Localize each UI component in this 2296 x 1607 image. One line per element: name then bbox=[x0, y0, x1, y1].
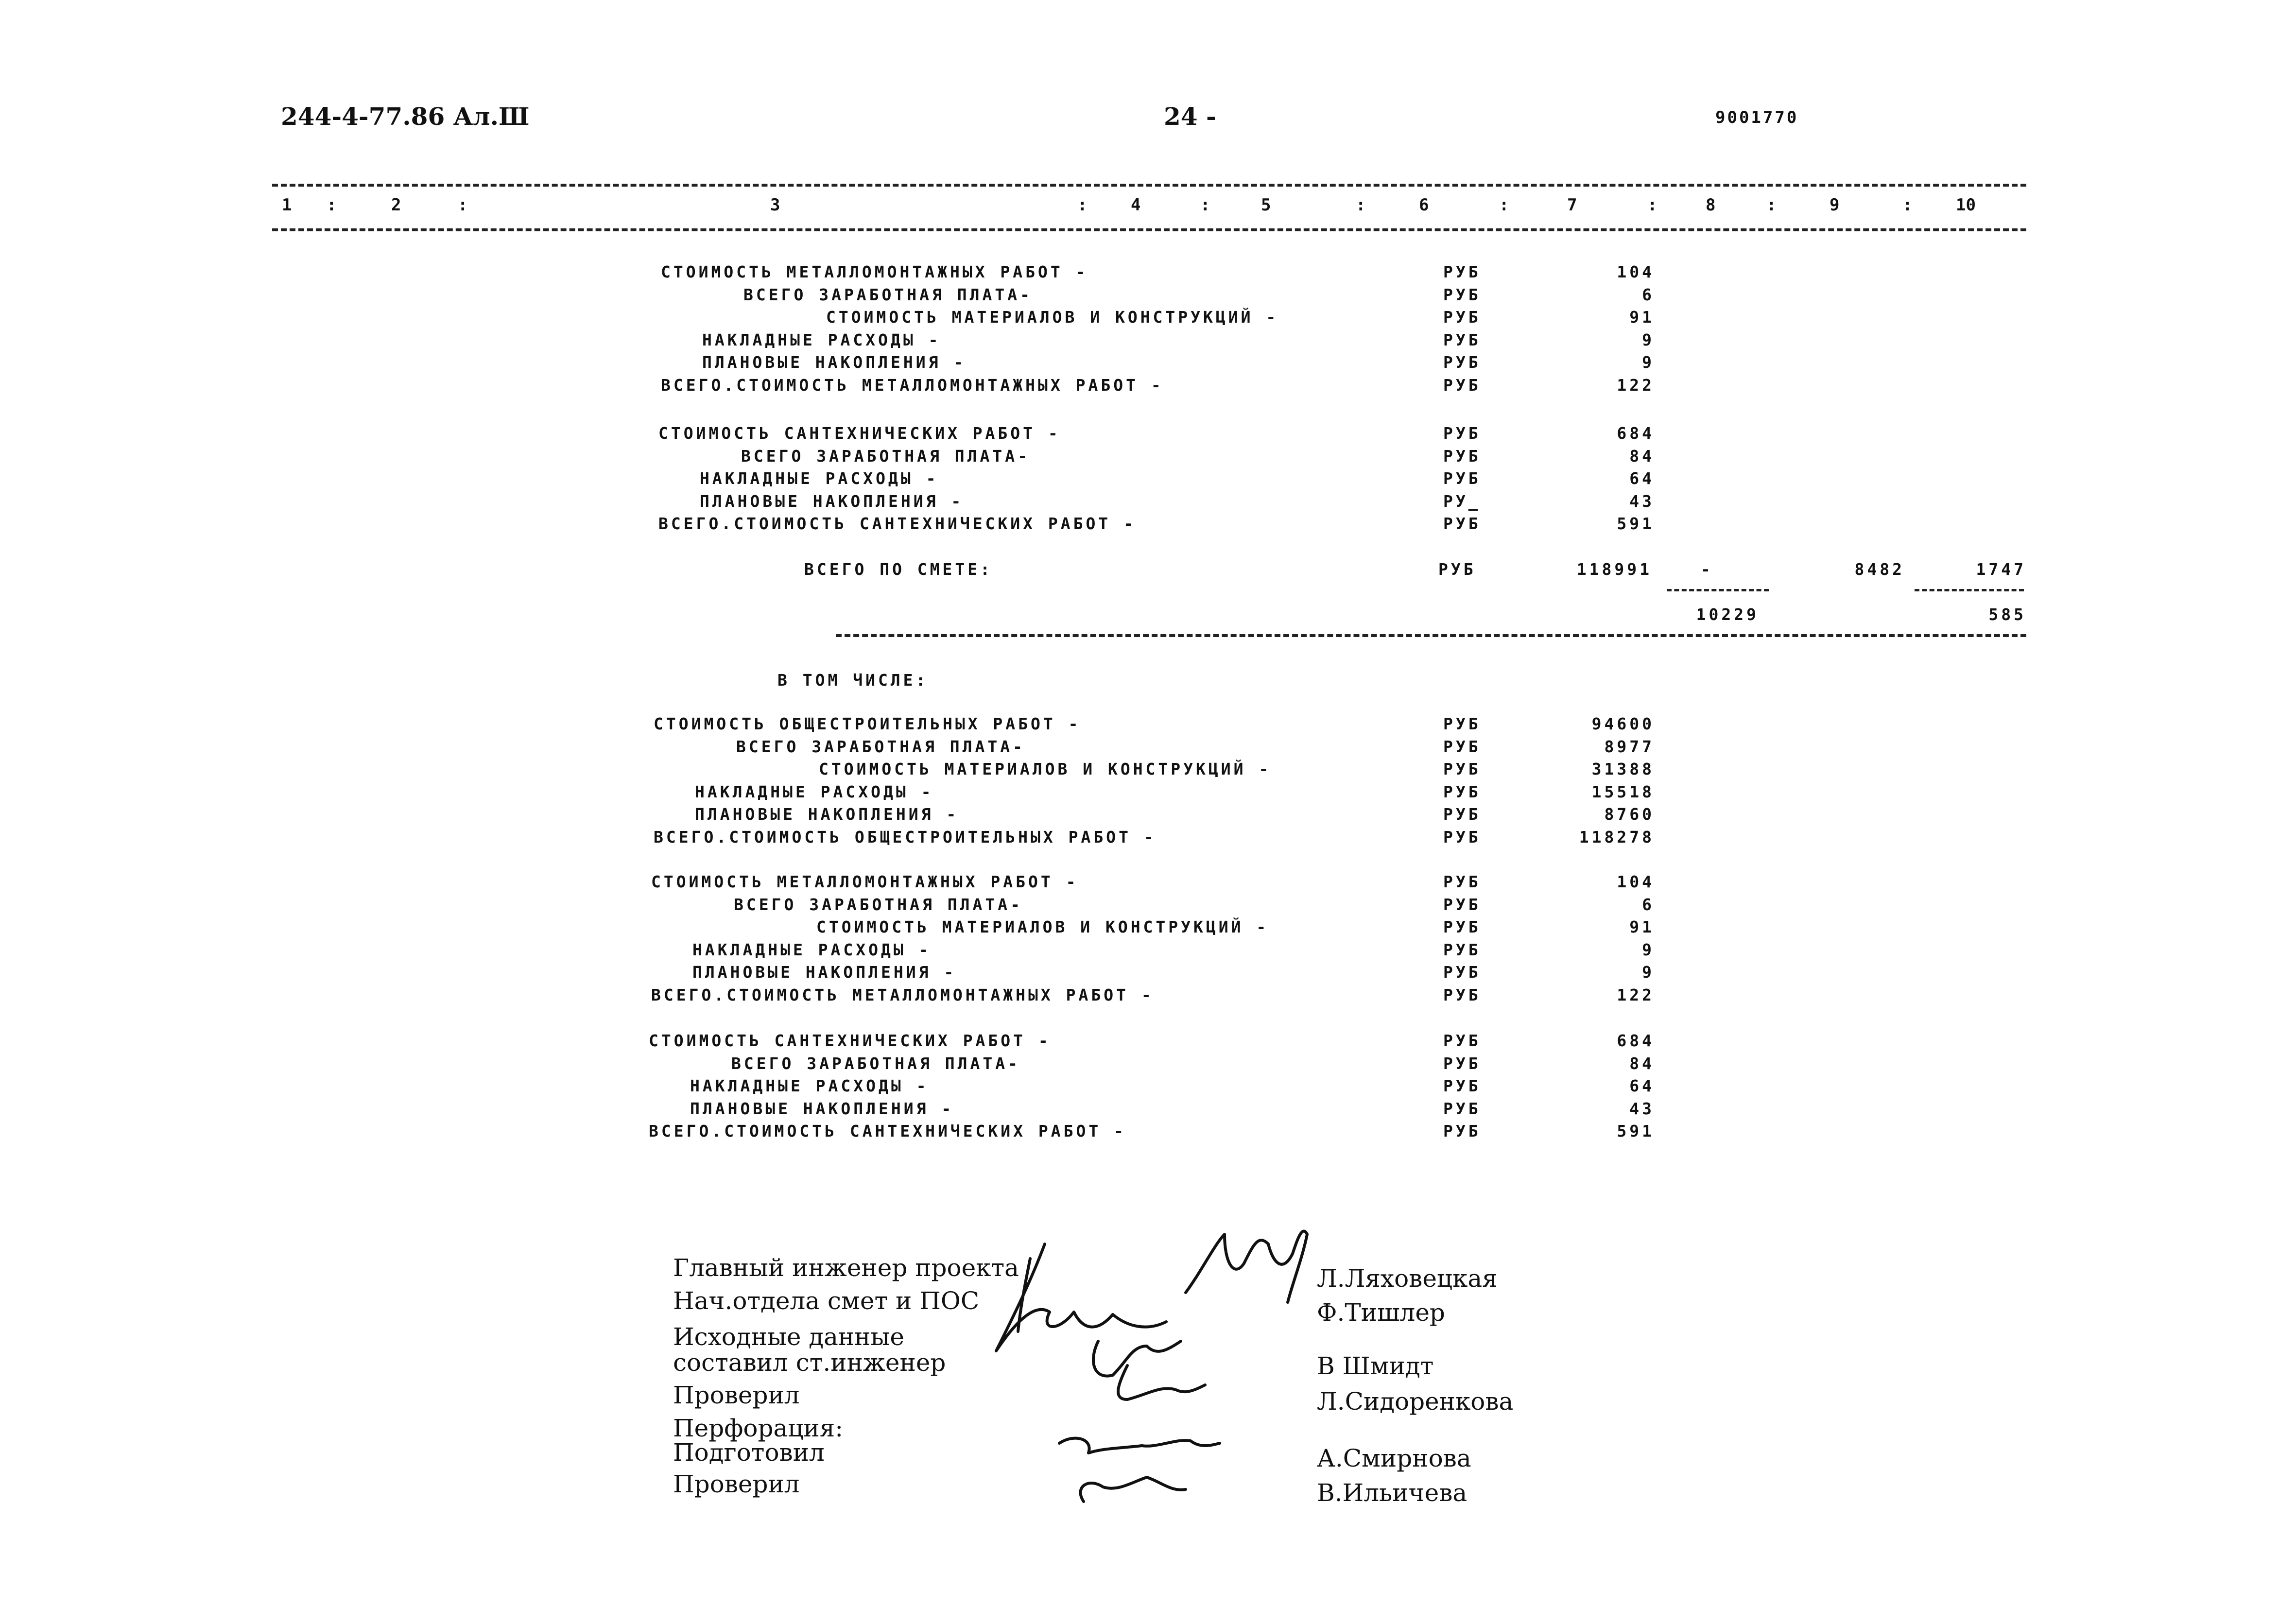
row-label: ВСЕГО ЗАРАБОТНАЯ ПЛАТА- bbox=[743, 285, 1033, 304]
row-label: СТОИМОСТЬ МАТЕРИАЛОВ И КОНСТРУКЦИЙ - bbox=[826, 308, 1279, 327]
row-value: 8977 bbox=[1604, 737, 1655, 756]
row-label: СТОИМОСТЬ САНТЕХНИЧЕСКИХ РАБОТ - bbox=[649, 1031, 1051, 1050]
row-label: СТОИМОСТЬ САНТЕХНИЧЕСКИХ РАБОТ - bbox=[658, 424, 1061, 443]
signature-role: Исходные данные bbox=[673, 1323, 904, 1351]
row-label: ПЛАНОВЫЕ НАКОПЛЕНИЯ - bbox=[702, 353, 967, 372]
row-label: СТОИМОСТЬ МЕТАЛЛОМОНТАЖНЫХ РАБОТ - bbox=[651, 872, 1079, 891]
signatory-name: Л.Ляховецкая bbox=[1317, 1264, 1498, 1293]
row-unit: РУБ bbox=[1443, 805, 1481, 824]
row-value: 591 bbox=[1617, 514, 1655, 533]
signature-mark bbox=[1118, 1365, 1205, 1400]
row-unit: РУБ bbox=[1443, 469, 1481, 488]
row-unit: РУБ bbox=[1443, 985, 1481, 1004]
row-unit: РУБ bbox=[1443, 872, 1481, 891]
document-code: 244-4-77.86 Ал.Ш bbox=[281, 102, 530, 131]
row-unit: РУБ bbox=[1443, 963, 1481, 982]
col-sep: : bbox=[458, 195, 468, 215]
row-unit: РУБ bbox=[1443, 424, 1481, 443]
row-label: ПЛАНОВЫЕ НАКОПЛЕНИЯ - bbox=[700, 491, 964, 511]
total-col7: 118991 bbox=[1576, 560, 1652, 579]
row-label: ВСЕГО ЗАРАБОТНАЯ ПЛАТА- bbox=[734, 895, 1023, 914]
row-unit: РУБ bbox=[1443, 1054, 1481, 1073]
signature-role: Проверил bbox=[673, 1381, 800, 1409]
row-label: СТОИМОСТЬ МАТЕРИАЛОВ И КОНСТРУКЦИЙ - bbox=[816, 917, 1269, 936]
col-num: 7 bbox=[1567, 195, 1577, 215]
total-label: ВСЕГО ПО СМЕТЕ: bbox=[804, 560, 993, 579]
document-number: 9001770 bbox=[1715, 108, 1799, 127]
col-sep: : bbox=[1647, 195, 1657, 215]
col-num: 9 bbox=[1830, 195, 1840, 215]
row-label: ВСЕГО.СТОИМОСТЬ МЕТАЛЛОМОНТАЖНЫХ РАБОТ - bbox=[661, 375, 1164, 395]
row-value: 84 bbox=[1629, 1054, 1655, 1073]
signatory-name: В.Ильичева bbox=[1317, 1479, 1467, 1507]
row-unit: РУБ bbox=[1443, 760, 1481, 778]
row-value: 64 bbox=[1629, 469, 1655, 488]
row-unit: РУБ bbox=[1443, 330, 1481, 349]
row-unit: РУБ bbox=[1443, 446, 1481, 466]
col-num: 4 bbox=[1131, 195, 1141, 215]
signature-role: Нач.отдела смет и ПОС bbox=[673, 1287, 980, 1315]
row-unit: РУБ bbox=[1443, 262, 1481, 281]
signature-mark bbox=[1018, 1259, 1030, 1331]
signature-role: Проверил bbox=[673, 1470, 800, 1498]
row-value: 43 bbox=[1629, 491, 1655, 511]
row-unit: РУБ bbox=[1443, 917, 1481, 936]
row-value: 84 bbox=[1629, 446, 1655, 466]
row-unit: РУБ bbox=[1443, 827, 1481, 847]
row-label: СТОИМОСТЬ МЕТАЛЛОМОНТАЖНЫХ РАБОТ - bbox=[661, 262, 1088, 281]
col-sep: : bbox=[1077, 195, 1088, 215]
row-value: 31388 bbox=[1591, 760, 1655, 778]
signatory-name: Ф.Тишлер bbox=[1317, 1298, 1445, 1327]
row-label: ВСЕГО ЗАРАБОТНАЯ ПЛАТА- bbox=[741, 446, 1030, 466]
col-num: 3 bbox=[770, 195, 780, 215]
row-label: ПЛАНОВЫЕ НАКОПЛЕНИЯ - bbox=[690, 1099, 954, 1118]
total-col9: 8482 bbox=[1854, 560, 1905, 579]
signatory-name: В Шмидт bbox=[1317, 1352, 1434, 1380]
total-col8: - bbox=[1701, 560, 1713, 579]
row-unit: РУБ bbox=[1443, 375, 1481, 395]
signature-mark bbox=[1093, 1341, 1181, 1376]
total-col10: 1747 bbox=[1976, 560, 2026, 579]
row-label: ВСЕГО ЗАРАБОТНАЯ ПЛАТА- bbox=[736, 737, 1025, 756]
col-num: 1 bbox=[282, 195, 292, 215]
row-value: 8760 bbox=[1604, 805, 1655, 824]
col-sep: : bbox=[1902, 195, 1913, 215]
page-number: 24 - bbox=[1164, 102, 1216, 131]
row-value: 122 bbox=[1617, 375, 1655, 395]
signature-role: составил ст.инженер bbox=[673, 1348, 946, 1377]
row-label: НАКЛАДНЫЕ РАСХОДЫ - bbox=[700, 469, 939, 488]
col-num: 8 bbox=[1706, 195, 1716, 215]
row-value: 9 bbox=[1642, 330, 1655, 349]
row-value: 6 bbox=[1642, 285, 1655, 304]
row-value: 64 bbox=[1629, 1076, 1655, 1095]
row-value: 6 bbox=[1642, 895, 1655, 914]
row-value: 104 bbox=[1617, 872, 1655, 891]
row-value: 591 bbox=[1617, 1122, 1655, 1140]
signature-mark bbox=[1186, 1231, 1307, 1302]
col-sep: : bbox=[327, 195, 337, 215]
row-unit: РУБ bbox=[1443, 895, 1481, 914]
col-num: 10 bbox=[1956, 195, 1976, 215]
row-value: 104 bbox=[1617, 262, 1655, 281]
row-unit: РУБ bbox=[1443, 1122, 1481, 1140]
signature-role: Главный инженер проекта bbox=[673, 1254, 1019, 1282]
row-value: 118278 bbox=[1579, 827, 1655, 847]
row-unit: РУБ bbox=[1443, 514, 1481, 533]
row-unit: РУБ bbox=[1443, 285, 1481, 304]
row-label: ВСЕГО ЗАРАБОТНАЯ ПЛАТА- bbox=[731, 1054, 1020, 1073]
col-num: 2 bbox=[391, 195, 401, 215]
signatory-name: А.Смирнова bbox=[1317, 1444, 1471, 1472]
row-label: НАКЛАДНЫЕ РАСХОДЫ - bbox=[695, 782, 934, 801]
col-sep: : bbox=[1200, 195, 1210, 215]
row-unit: РУБ bbox=[1443, 353, 1481, 372]
col-num: 6 bbox=[1419, 195, 1429, 215]
row-value: 122 bbox=[1617, 985, 1655, 1004]
row-label: ВСЕГО.СТОИМОСТЬ САНТЕХНИЧЕСКИХ РАБОТ - bbox=[658, 514, 1136, 533]
signature-role: Подготовил bbox=[673, 1438, 825, 1467]
signature-mark bbox=[1081, 1477, 1186, 1502]
row-label: ПЛАНОВЫЕ НАКОПЛЕНИЯ - bbox=[695, 805, 959, 824]
row-unit: РУБ bbox=[1443, 308, 1481, 327]
subtotal-col8: 10229 bbox=[1696, 605, 1759, 624]
row-unit: РУ_ bbox=[1443, 491, 1481, 511]
row-unit: РУБ bbox=[1443, 1099, 1481, 1118]
including-label: В ТОМ ЧИСЛЕ: bbox=[777, 671, 929, 690]
col-sep: : bbox=[1766, 195, 1777, 215]
signature-mark bbox=[1059, 1438, 1220, 1453]
row-value: 684 bbox=[1617, 424, 1655, 443]
row-label: ПЛАНОВЫЕ НАКОПЛЕНИЯ - bbox=[692, 963, 957, 982]
total-unit: РУБ bbox=[1438, 560, 1476, 579]
row-value: 9 bbox=[1642, 353, 1655, 372]
row-label: ВСЕГО.СТОИМОСТЬ ОБЩЕСТРОИТЕЛЬНЫХ РАБОТ - bbox=[654, 827, 1157, 847]
row-unit: РУБ bbox=[1443, 1031, 1481, 1050]
signatory-name: Л.Сидоренкова bbox=[1317, 1387, 1514, 1416]
col-sep: : bbox=[1356, 195, 1366, 215]
col-sep: : bbox=[1499, 195, 1509, 215]
row-label: ВСЕГО.СТОИМОСТЬ САНТЕХНИЧЕСКИХ РАБОТ - bbox=[649, 1122, 1126, 1140]
row-value: 684 bbox=[1617, 1031, 1655, 1050]
row-label: НАКЛАДНЫЕ РАСХОДЫ - bbox=[690, 1076, 929, 1095]
signature-role: Перфорация: bbox=[673, 1414, 844, 1442]
row-value: 9 bbox=[1642, 940, 1655, 959]
row-value: 9 bbox=[1642, 963, 1655, 982]
row-label: ВСЕГО.СТОИМОСТЬ МЕТАЛЛОМОНТАЖНЫХ РАБОТ - bbox=[651, 985, 1154, 1004]
row-value: 94600 bbox=[1591, 714, 1655, 733]
row-unit: РУБ bbox=[1443, 714, 1481, 733]
row-unit: РУБ bbox=[1443, 782, 1481, 801]
row-unit: РУБ bbox=[1443, 940, 1481, 959]
row-label: СТОИМОСТЬ МАТЕРИАЛОВ И КОНСТРУКЦИЙ - bbox=[819, 760, 1272, 778]
row-unit: РУБ bbox=[1443, 737, 1481, 756]
row-label: НАКЛАДНЫЕ РАСХОДЫ - bbox=[702, 330, 941, 349]
row-label: НАКЛАДНЫЕ РАСХОДЫ - bbox=[692, 940, 932, 959]
col-num: 5 bbox=[1261, 195, 1271, 215]
row-value: 91 bbox=[1629, 308, 1655, 327]
row-value: 43 bbox=[1629, 1099, 1655, 1118]
subtotal-col10: 585 bbox=[1988, 605, 2026, 624]
row-unit: РУБ bbox=[1443, 1076, 1481, 1095]
row-value: 91 bbox=[1629, 917, 1655, 936]
row-value: 15518 bbox=[1591, 782, 1655, 801]
row-label: СТОИМОСТЬ ОБЩЕСТРОИТЕЛЬНЫХ РАБОТ - bbox=[654, 714, 1081, 733]
